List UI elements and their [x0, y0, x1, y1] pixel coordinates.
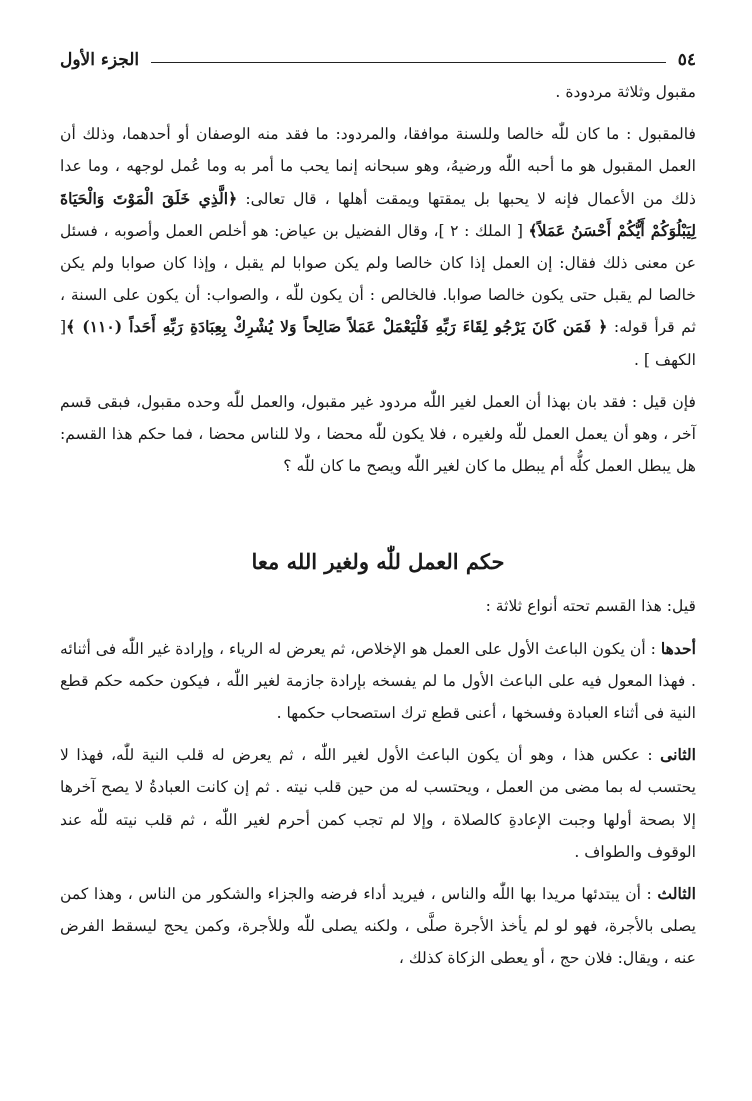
- first-type-text: : أن يكون الباعث الأول على العمل هو الإخلاص، ثم يعرض له الرياء ، وإرادة غير اللّٰه فى أثنائه . فهذا المعول فيه على الباعث الأول ما لم يفسخه بإرادة جازمة لغير اللّٰه ، فيكون حكمه حكم قطع النية فى أثناء العبادة وفسخها ، أعنى قطع ترك استصحاب حكمها .: [60, 639, 696, 723]
- paragraph-1-citation: [ الكهف ] .: [60, 318, 696, 369]
- paragraph-third-type: [60, 878, 696, 975]
- paragraph-first-type: [60, 633, 696, 730]
- running-header: [60, 44, 696, 76]
- quran-verse-kahf: ﴿ فَمَن كَانَ يَرْجُو لِقَاءَ رَبِّهِ فَلْيَعْمَلْ عَمَلاً صَالِحاً وَلا يُشْرِكْ بِعِبَادَةِ رَبِّهِ أَحَداً (١١٠) ﴾: [66, 317, 608, 337]
- second-type-label: الثانى: [660, 745, 696, 765]
- paragraph-2: فإن قيل : فقد بان بهذا أن العمل لغير اللّٰه مردود غير مقبول، والعمل للّٰه وحده مقبول، فبقى قسم آخر ، وهو أن يعمل العمل للّٰه ولغيره ، فلا يكون للّٰه محضا ، ولا للناس محضا ، فما حكم هذا القسم: هل يبطل العمل كلُّه أم يبطل ما كان لغير اللّٰه ويصح ما كان للّٰه ؟: [60, 392, 696, 476]
- paragraph-1: [60, 118, 696, 376]
- third-type-label: الثالث: [657, 884, 696, 904]
- book-page: [60, 44, 696, 975]
- quran-verse-mulk: ﴿الَّذِي خَلَقَ الْمَوْتَ وَالْحَيَاةَ لِيَبْلُوَكُمْ أَيُّكُمْ أَحْسَنُ عَمَلاً﴾: [60, 188, 696, 240]
- third-type-text: : أن يبتدئها مريدا بها اللّٰه والناس ، فيريد أداء فرضه والجزاء والشكور من الناس ، وهذا كمن يصلى بالأجرة، فهو لو لم يأخذ الأجرة صلَّى ، ولكنه يصلى للّٰه وللأجرة، وكمن يحج ليسقط الفرض عنه ، ويقال: فلان حج ، أو يعطى الزكاة كذلك ،: [60, 885, 696, 968]
- header-rule: [151, 62, 666, 63]
- paragraph-3: قيل: هذا القسم تحته أنواع ثلاثة :: [485, 597, 696, 616]
- first-type-label: أحدها: [660, 638, 696, 658]
- paragraph-1-continued: [ الملك : ٢ ]، وقال الفضيل بن عياض: هو أخلص العمل وأصوبه ، فسئل عن معنى ذلك فقال: إن العمل إذا كان خالصا ولم يكن صوابا لم يقبل ، وإذا كان صوابا ولم يكن خالصا لم يقبل حتى يكون خالصا صوابا. فالخالص : أن يكون للّٰه ، والصواب: أن يكون على السنة ، ثم قرأ قوله:: [60, 221, 696, 337]
- paragraph-1-text: فالمقبول : ما كان للّٰه خالصا وللسنة موافقا، والمردود: ما فقد منه الوصفان أو أحدهما، وذلك أن العمل المقبول هو ما أحبه اللّٰه ورضيهُ، وهو سبحانه إنما يحب ما أمر به وما عُمل لوجهه ، وما عدا ذلك من الأعمال فإنه لا يحبها بل يمقتها ويمقت أهلها ، قال تعالى:: [60, 125, 696, 208]
- running-title: الجزء الأول: [60, 50, 140, 70]
- section-heading: حكم العمل للّٰه ولغير الله معا: [251, 549, 505, 575]
- paragraph-0: مقبول وثلاثة مردودة .: [555, 83, 696, 101]
- second-type-text: : عكس هذا ، وهو أن يكون الباعث الأول لغير اللّٰه ، ثم يعرض له قلب النية للّٰه، فهذا لا يحتسب له بما مضى من العمل ، ويحتسب له من حين قلب نيته . ثم إن كانت العبادةُ لا يصح آخرها إلا بصحة أولها وجبت الإعادةِ كالصلاة ، وإلا لم تجب كمن أحرم لغير اللّٰه ، ثم قلب نيته للّٰه عند الوقوف والطواف .: [60, 746, 696, 861]
- page-number: ٥٤: [677, 50, 696, 70]
- paragraph-second-type: [60, 739, 696, 868]
